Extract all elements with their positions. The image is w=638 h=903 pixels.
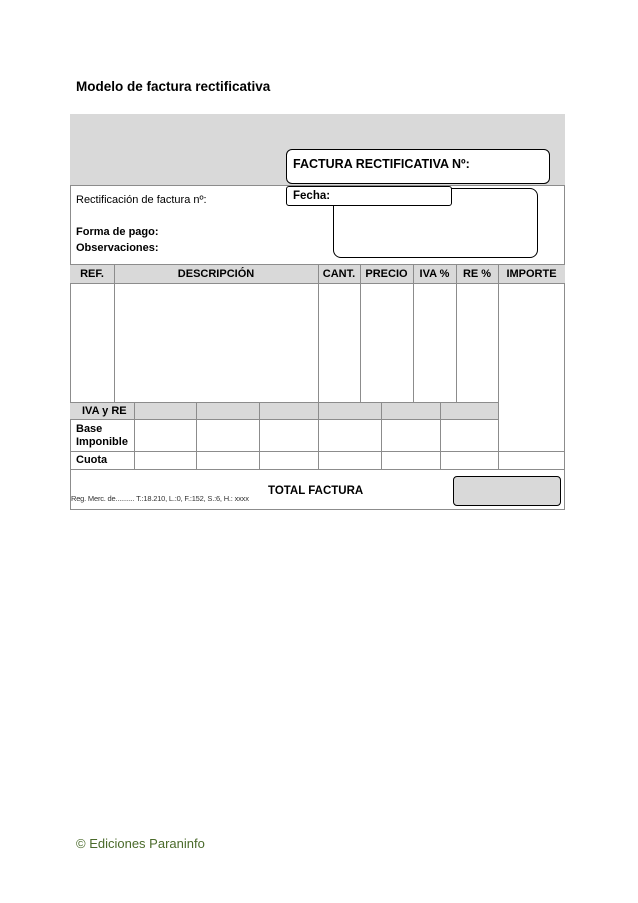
invoice-number-field[interactable]: FACTURA RECTIFICATIVA Nº: [286, 149, 550, 184]
col-description-header: DESCRIPCIÓN [177, 268, 255, 280]
col-price-header: PRECIO [365, 268, 408, 280]
registry-info: Reg. Merc. de.......... T.:18.210, L.:0, F.:152, S.:6, H.: xxxx [71, 494, 249, 503]
date-field[interactable]: Fecha: [286, 186, 452, 206]
col-vat-header: IVA % [419, 268, 450, 280]
summary-divider [318, 402, 319, 470]
col-quantity-header: CANT. [322, 268, 356, 280]
col-ref-header: REF. [80, 268, 104, 280]
total-label: TOTAL FACTURA [268, 485, 364, 497]
col-divider [456, 264, 457, 402]
copyright-footer: © Ediciones Paraninfo [76, 836, 205, 851]
observations-label: Observaciones: [76, 242, 159, 254]
summary-divider [440, 402, 441, 470]
page-title: Modelo de factura rectificativa [76, 79, 271, 94]
vat-re-label: IVA y RE [82, 405, 127, 417]
col-divider [114, 264, 115, 402]
payment-method-label: Forma de pago: [76, 226, 159, 238]
tax-amount-label: Cuota [76, 454, 108, 466]
col-amount-header: IMPORTE [506, 268, 557, 280]
summary-divider [381, 402, 382, 470]
summary-divider [196, 402, 197, 470]
summary-divider [134, 402, 135, 470]
rectified-invoice-label: Rectificación de factura nº: [76, 194, 207, 206]
total-amount-field[interactable] [453, 476, 561, 506]
col-re-header: RE % [462, 268, 492, 280]
col-divider [413, 264, 414, 402]
summary-divider [259, 402, 260, 470]
col-divider [318, 264, 319, 402]
tax-base-label: Base Imponible [76, 423, 128, 448]
col-divider [360, 264, 361, 402]
col-divider [498, 264, 499, 470]
